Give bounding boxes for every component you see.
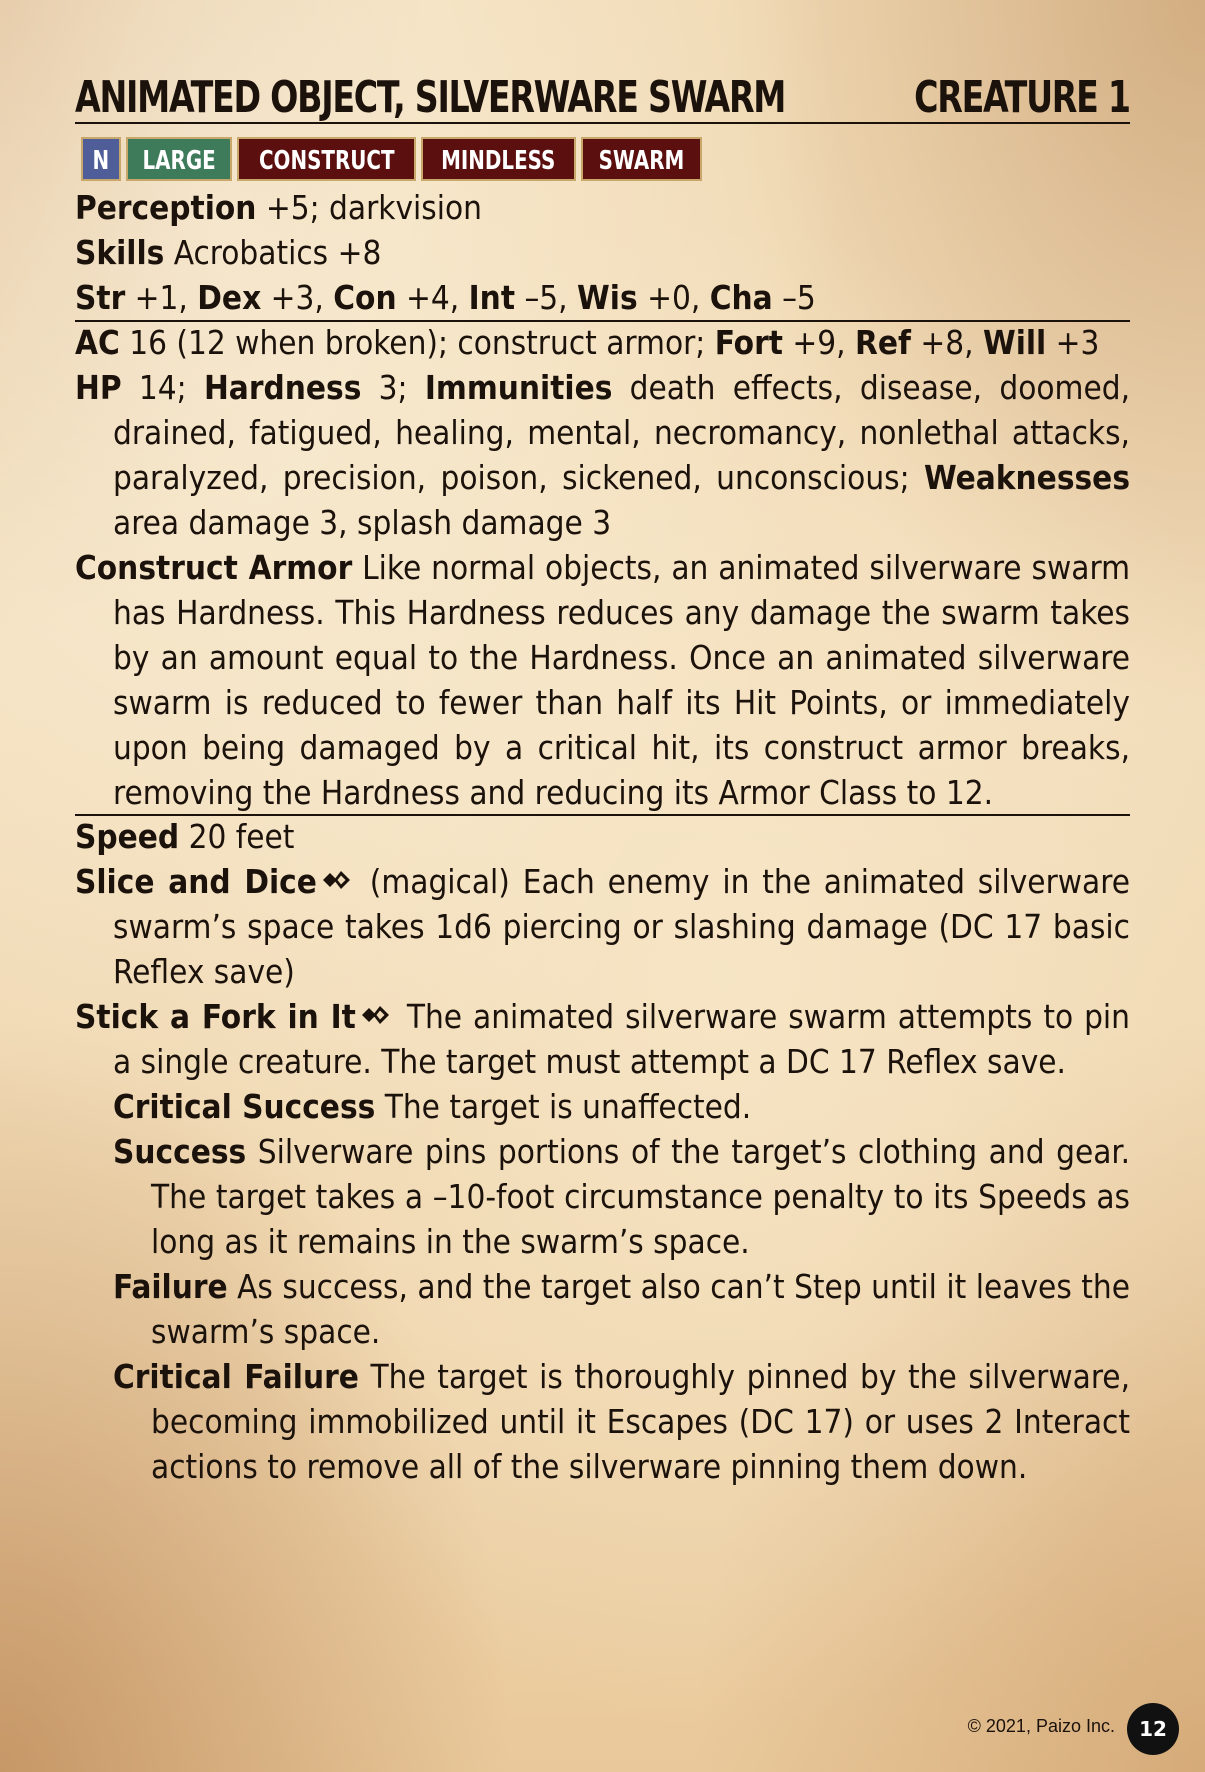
con-value: +4, (396, 278, 469, 317)
will-label: Will (982, 323, 1047, 362)
skills-label: Skills (75, 233, 165, 272)
single-action-icon (360, 1000, 390, 1030)
perception-label: Perception (75, 188, 257, 227)
title-row (75, 70, 1130, 124)
stick-a-fork-text: The animated silverware swarm attempts to pin a single creature. The target must attempt a DC 17 Reflex save. (113, 997, 1131, 1081)
str-label: Str (75, 278, 126, 317)
copyright-notice: © 2021, Paizo Inc. (967, 1716, 1115, 1736)
creature-level: CREATURE 1 (914, 72, 1130, 123)
failure-label: Failure (113, 1267, 228, 1306)
failure-text: As success, and the target also can’t Step until it leaves the swarm’s space. (151, 1267, 1130, 1351)
hardness-value: 3; (361, 368, 425, 407)
weaknesses-text: area damage 3, splash damage 3 (113, 503, 612, 542)
fort-value: +9, (782, 323, 855, 362)
hardness-label: Hardness (203, 368, 362, 407)
creature-name: ANIMATED OBJECT, SILVERWARE SWARM (75, 72, 786, 123)
wis-label: Wis (577, 278, 638, 317)
trait-mindless: MINDLESS (421, 137, 575, 181)
perception-line (75, 185, 1130, 230)
speed-line (75, 814, 1130, 859)
defense-line (75, 320, 1130, 365)
ref-label: Ref (854, 323, 911, 362)
fort-label: Fort (714, 323, 783, 362)
immunities-label: Immunities (424, 368, 613, 407)
construct-armor-text: Like normal objects, an animated silverware swarm has Hardness. This Hardness reduces any damage the swarm takes by an amount equal to the Hardness. Once an animated silverware swarm is reduced to fewer than half its Hit Points, or immediately upon being damaged by a critical hit, its construct armor breaks, removing the Hardness and reducing its Armor Class to 12. (113, 548, 1130, 812)
critical-failure-text: The target is thoroughly pinned by the silverware, becoming immobilized until it Escapes (DC 17) or uses 2 Interact actions to remove all of the silverware pinning them down. (151, 1357, 1131, 1486)
trait-swarm: SWARM (581, 137, 702, 181)
wis-value: +0, (637, 278, 710, 317)
critical-failure-label: Critical Failure (113, 1357, 359, 1396)
str-value: +1, (125, 278, 198, 317)
slice-and-dice-label: Slice and Dice (75, 862, 317, 901)
critical-success-text: The target is unaffected. (375, 1087, 752, 1126)
ability-scores-line (75, 275, 1130, 320)
stick-a-fork-label: Stick a Fork in It (75, 997, 356, 1036)
failure-outcome (113, 1264, 1130, 1354)
perception-value: +5; darkvision (256, 188, 483, 227)
stick-a-fork-paragraph (75, 994, 1130, 1084)
ref-value: +8, (910, 323, 983, 362)
dex-label: Dex (197, 278, 262, 317)
critical-success-outcome (113, 1084, 1130, 1129)
dex-value: +3, (261, 278, 334, 317)
speed-value: 20 feet (179, 817, 295, 856)
hp-label: HP (75, 368, 122, 407)
trait-size: LARGE (126, 137, 232, 181)
immunities-text: death effects, disease, doomed, drained, fatigued, healing, mental, necromancy, nonlethal attacks, paralyzed, precision, poison, sickened, unconscious; (113, 368, 1130, 497)
weaknesses-label: Weaknesses (924, 458, 1130, 497)
slice-and-dice-paragraph (75, 859, 1130, 994)
will-value: +3 (1046, 323, 1100, 362)
single-action-icon (321, 865, 351, 895)
cha-label: Cha (709, 278, 773, 317)
cha-value: –5 (772, 278, 816, 317)
trait-alignment: N (81, 137, 121, 181)
int-value: –5, (515, 278, 578, 317)
ac-label: AC (75, 323, 120, 362)
success-text: Silverware pins portions of the target’s clothing and gear. The target takes a –10-foot circumstance penalty to its Speeds as long as it remains in the swarm’s space. (151, 1132, 1130, 1261)
hp-value: 14; (121, 368, 204, 407)
hp-paragraph (75, 365, 1130, 545)
critical-success-label: Critical Success (113, 1087, 376, 1126)
success-label: Success (113, 1132, 247, 1171)
con-label: Con (333, 278, 397, 317)
page-number: 12 (1127, 1703, 1179, 1755)
skills-value: Acrobatics +8 (164, 233, 382, 272)
construct-armor-label: Construct Armor (75, 548, 353, 587)
speed-label: Speed (75, 817, 180, 856)
construct-armor-paragraph (75, 545, 1130, 815)
critical-failure-outcome (113, 1354, 1130, 1489)
slice-and-dice-text: (magical) Each enemy in the animated silverware swarm’s space takes 1d6 piercing or slashing damage (DC 17 basic Reflex save) (113, 862, 1130, 991)
trait-list (81, 137, 702, 181)
success-outcome (113, 1129, 1130, 1264)
int-label: Int (468, 278, 516, 317)
skills-line (75, 230, 1130, 275)
trait-construct: CONSTRUCT (237, 137, 417, 181)
ac-value: 16 (12 when broken); construct armor; (119, 323, 715, 362)
